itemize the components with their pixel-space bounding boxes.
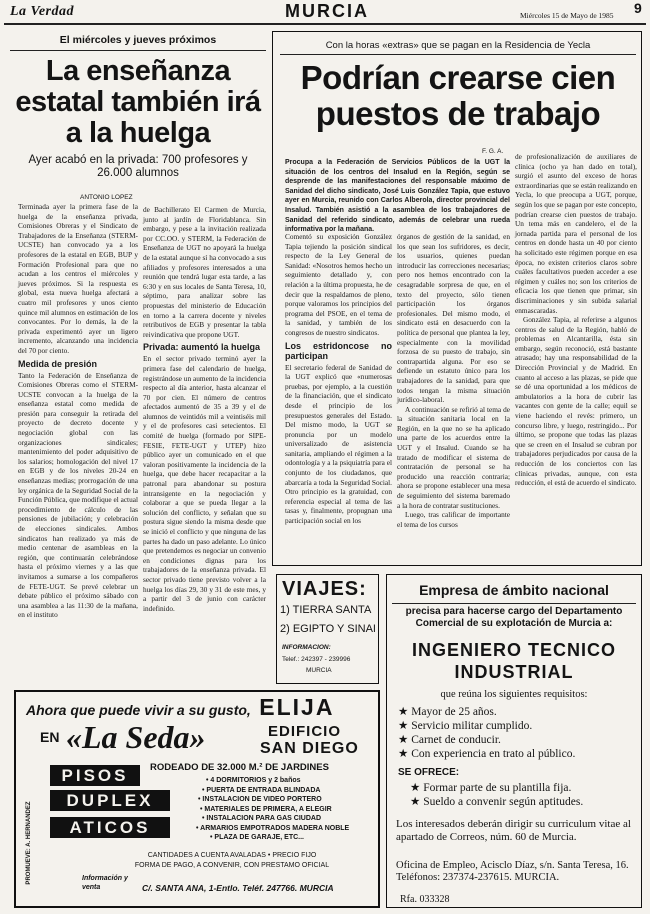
viajes-destination: 1) TIERRA SANTA [280,604,372,616]
masthead-rule [4,23,646,25]
empresa-intro: precisa para hacerse cargo del Departamento Comercial de su explotación de Murcia a: [405,606,623,629]
empresa-office: Oficina de Empleo, Acisclo Díaz, s/n. Santa Teresa, 16. Teléfonos: 237374-237615. MURCIA. [396,860,629,883]
section-title: MURCIA [285,1,369,21]
article2-column-2 [397,232,510,529]
feature-item: • MATERIALES DE PRIMERA, A ELEGIR [200,805,332,813]
article2-column-3 [515,152,637,488]
article2-col2-paragraph: Luego, tras calificar de importante el tema de los cursos [397,510,510,529]
viajes-phone: Telef.: 242397 - 239996 [282,656,351,663]
seda-building-name: SAN DIEGO [260,740,359,757]
issue-date: Miércoles 15 de Mayo de 1985 [520,11,614,20]
article1-col1-paragraph: Terminada ayer la primera fase de la huelga de la enseñanza privada, Comisiones Obreras y el Sindicato de Trabajadores de la Enseñanza (STERM-UCSTE) han convocado ya a los profesores de la estatal en EGB, BUP y Formación Profesional para que no acudan a los centros el miércoles y jueves próximos. Si la respuesta es global, esta nueva huelga afectará a cuatro mil profesores y unos ciento quince mil alumnos en estimación de los convocantes. Por lo demás, la de la privada experimentó ayer un ligero incremento, alcanzando una incidencia del 70 por ciento. [18,202,138,355]
article1-byline: ANTONIO LOPEZ [80,194,133,201]
empresa-position: INGENIERO TECNICO [411,640,616,660]
feature-item: • PUERTA DE ENTRADA BLINDADA [202,786,321,794]
empresa-offer-title: SE OFRECE: [398,767,460,778]
feature-item: • 4 DORMITORIOS y 2 baños [206,777,301,784]
article2-col1-paragraph: Comentó su exposición González Tapia tejiendo la posición sindical respecto de la Ley General de Sanidad: «Nosotros hemos hecho un seguimiento detallado y, con relación a la última propuesta, he de decir que la respaldamos de pleno, porque valoramos los principios del programa del PSOE, en el tema de la sanidad, y también de los congresos de nuestro sindicatos. [285,232,392,337]
star-icon: ★ [398,734,412,746]
feature-item: • ARMARIOS EMPOTRADOS MADERA NOBLE [196,824,350,832]
article2-col2-paragraph: A continuación se refirió al tema de la situación sanitaria local en la Región, en la que no se ha aplicado una parte de los acuerdos entre la UGT y el Insalud. Cuando se ha tratado de modificar el sistema de contratación de personal se ha producido una reacción contraria; ahora se propone establecer una mesa de seguimiento del sistema baremado a la hora de contratar sustituciones. [397,404,510,510]
article2-column-1 [285,158,510,235]
newspaper-logo: La Verdad [10,4,74,19]
article2-col1-paragraph: El secretario federal de Sanidad de la UGT explicó que «numerosas pruebas, por ejemplo, a la cuestión de la financiación, que el sindicato desde el principio de los presupuestos generales del Estado. Del mismo modo, la UGT se pronuncia por un modelo universalizado de asistencia sanitaria, ampliando el régimen a la odontología y a la psiquiatría para el conjunto de los ciudadanos, que abarcaría a toda la Seguridad Social. Otro principio es la gratuidad, con referencia especial al tema de las tasas y, finalmente, propugnan una participación social en los [285,362,392,526]
seda-info: Información y venta [82,875,128,891]
empresa-rule [392,603,636,604]
seda-type-pisos: PISOS [50,765,140,786]
seda-edificio: EDIFICIO [268,723,342,740]
article1-col2-paragraph: En el sector privado terminó ayer la primera fase del calendario de huelga, registrándose un aumento de la incidencia respecto al día anterior, hasta alcanzar el 70 por cien. El número de centros afectados aumentó de 35 a 39 y el de alumnos de veintidós mil a veintiséis mil y el de profesores casi setecientos. El comité de huelga (formado por SIPE-FESIE, FETE-UGT y UTEP) hizo público ayer un comunicado en el que valoran positivamente la incidencia de la huelga, que debe hacer recapacitar a la patronal para abandonar su postura intransigente en la negociación y colaborar a que se pueda llegar a la solución del conflicto, y señalan que su postura sigue siendo la misma desde que se inició el conflicto y que ninguna de las partes ha dado un paso adelante. Lo único que pretendemos es negociar un convenio en condiciones dignas para los trabajadores de la enseñanza privada. El sector privado tiene previsto volver a la huelga los días 29, 30 y 31 de este mes, y a partir del 3 de junio con carácter indefinido. [143,354,266,613]
article2-col3-paragraph: González Tapia, al referirse a algunos centros de salud de la Región, habló de problemas en Alcantarilla, ésta sin embargo, según reconoció, está bastante atrasado; hay una responsabilidad de la Dirección Provincial y de Madrid. En cuanto al acceso a las plazas, se pide que se dé una oportunidad a los médicos de ambulatorios a la hora de cubrir las vacantes con gente de la calle; equil se viene haciendo el revés: primero, un concurso libre, y luego, restringido... Por último, se propone que todas las plazas que se creen en el Insalud se cubran por trabajadores perjudicados por causa de la reducción de los conciertos con las clínicas privadas, aunque, con esta reducción, el está de acuerdo el sindicato. [515,315,637,488]
requirement-item: ★ Carnet de conducir. [398,734,501,746]
seda-promoter: PROMUEVE: A. HERNANDEZ [26,801,32,885]
empresa-title: Empresa de ámbito nacional [419,582,609,598]
empresa-position: INDUSTRIAL [454,662,574,682]
offer-item: ★ Sueldo a convenir según aptitudes. [410,796,584,808]
article1-col2-paragraph: de Bachillerato El Carmen de Murcia, junto al jardín de Floridablanca. Sin embargo, y pese a la invitación realizada por CC.OO. y STERM, la Federación de Enseñanza de UGT no apoyará la huelga de la estatal aunque sí ha convocado a sus afiliados y profesores interesados a una reunión que tendrá lugar esta tarde, a las 6:30 y en sus locales de Santa Teresa, 10, séptimo, para analizar sobre las propuestas del ministerio de Educación en torno a la carrera docente y niveles retributivos de EGB y presentar la tabla reivindicativa que propone UGT. [143,205,266,339]
article1-headline: La enseñanza estatal también irá a la huelga [15,55,261,149]
feature-item: • INSTALACION PARA GAS CIUDAD [202,815,321,822]
seda-type-duplex: DUPLEX [50,790,170,811]
article1-kicker: El miércoles y jueves próximos [59,34,217,46]
empresa-reference: Rfa. 033328 [400,894,450,905]
star-icon: ★ [398,748,412,760]
requirement-item: ★ Mayor de 25 años. [398,706,497,718]
empresa-requirements-intro: que reúna los siguientes requisitos: [440,689,588,700]
article1-col1-subhead: Medida de presión [18,358,98,369]
kicker-rule [10,50,266,51]
article2-col1-subhead: Los estridoncose no participan [285,340,392,361]
seda-rodeado: RODEADO DE 32.000 M.² DE JARDINES [150,762,329,773]
star-icon: ★ [398,720,412,732]
seda-elija: ELIJA [259,694,335,720]
article1-col2-subhead: Privada: aumentó la huelga [143,342,261,353]
article1-column-1 [18,202,138,620]
article2-column-1-lower [285,232,392,526]
kicker-rule [280,54,636,55]
article2-col3-paragraph: de profesionalización de auxiliares de clínica (ocho ya han dado en total), surgió el asunto del exceso de horas extraordinarias que se están realizando en Yecla, lo que preocupa a UGT, porque, según los que se pagan por este concepto, podrían crearse cien puestos de trabajo. Un tema más en candelero, el de la jornada partida para el personal de los centros en donde hasta un 40 por ciento ha solicitado este régimen porque en esa época, no existen criterios claros sobre cuáles facultativos pueden acceder a ese régimen y cuáles no; son los criterios de eficacia los que tienen que primar, sin discriminaciones y sin subida salarial enmascaradas. [515,152,637,315]
viajes-city: MURCIA [306,667,332,674]
seda-address: C/. SANTA ANA, 1-Entlo. Teléf. 247766. MURCIA [142,883,334,893]
article1-col1-paragraph: Tanto la Federación de Enseñanza de Comisiones Obreras como el STERM-UCSTE convocan a la huelga de la enseñanza estatal como medida de presión para conseguir la retirada del proyecto de decreto docente y negociación global con las organizaciones sindicales; mantenimiento del poder adquisitivo de los salarios; homologación del nivel 17 en EGB y de los niveles 20-24 en enseñanzas medias; prorrogación de una ley orgánica de la Seguridad Social de la Función Pública, que modifique el actual procedimiento de cálculo de las pensiones de jubilación; y celebración de elecciones sindicales. Ambos sindicatos han realizado ya más de medio centenar de asambleas en la región, que continuarán celebrándose hasta el próximo viernes y a las que invitamos a sumarse a los compañeros de FETE-UGT. Se prevé celebrar un debate público el próximo sábado con una asamblea a las 11:30 de la mañana, en el instituto [18,370,138,620]
viajes-title: VIAJES: [282,578,367,600]
empresa-offers [410,781,634,809]
requirement-item: ★ Servicio militar cumplido. [398,720,533,732]
article2-byline: F. G. A. [482,148,504,155]
star-icon: ★ [410,782,424,794]
seda-en: EN [40,729,60,745]
seda-financing: FORMA DE PAGO, A CONVENIR, CON PRESTAMO OFICIAL [134,862,330,869]
seda-features [196,776,378,843]
seda-headline-text: Ahora que puede vivir a su gusto, [26,702,251,718]
article2-headline: Podrían crearse cien puestos de trabajo [300,59,616,132]
feature-item: • PLAZA DE GARAJE, ETC... [210,834,304,841]
feature-item: • INSTALACION DE VIDEO PORTERO [198,796,322,803]
viajes-info-label: INFORMACION: [282,644,331,651]
article1-column-2 [143,205,266,613]
viajes-destination: 2) EGIPTO Y SINAI [280,623,376,635]
seda-financing: CANTIDADES A CUENTA AVALADAS • PRECIO FIJO [147,852,317,859]
page-number: 9 [634,0,642,16]
offer-item: ★ Formar parte de su plantilla fija. [410,782,572,794]
seda-brand: «La Seda» [66,719,206,755]
requirement-item: ★ Con experiencia en trato al público. [398,748,576,760]
empresa-apply: Los interesados deberán dirigir su curriculum vitae al apartado de Correos, núm. 60 de Murcia. [396,818,631,843]
seda-type-aticos: ATICOS [50,817,170,838]
empresa-requirements [398,705,634,761]
star-icon: ★ [410,796,424,808]
article2-col1-paragraph: Procupa a la Federación de Servicios Públicos de la UGT la situación de los centros del Insalud en la Región, según se desprende de las manifestaciones del responsable máximo de Sanidad del dicho sindicato, José Luis González Tapia, que estuvo ayer en Murcia, reunido con Carlos Alberola, director provincial del Insalud. También asistió a la asamblea de los trabajadores de Sanidad del referido sindicato, además de celebrar una rueda informativa por la mañana. [285,159,510,234]
star-icon: ★ [398,706,412,718]
article2-col2-paragraph: órganos de gestión de la sanidad, en los que sean los sufridores, es decir, los usuarios, quienes puedan introducir las correcciones necesarias; pero nos hemos encontrado con la cesagradable sorpresa de que, en el texto del proyecto, sólo tienen participación los órganos profesionales. Del mismo modo, el sindicato está en desacuerdo con la política de personal que plantea la ley, especialmente con la movilidad forzosa de su puesto de trabajo, sin contrapartida alguna. Por eso se defiende un estatuto único para los trabajadores de la sanidad, para que todos tengan la misma situación jurídico-laboral. [397,232,510,405]
article2-kicker: Con la horas «extras» que se pagan en la Residencia de Yecla [325,40,591,51]
article1-deck: Ayer acabó en la privada: 700 profesores y 26.000 alumnos [28,154,248,179]
seda-headline [26,694,376,721]
